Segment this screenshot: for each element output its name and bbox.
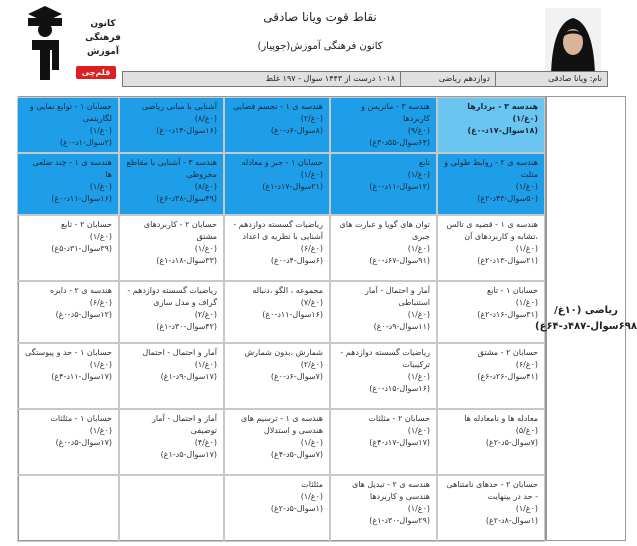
topic-stat: (۰غ/۱) [89,126,112,135]
topic-stat: (۰غ/۱) [407,244,430,253]
topic-name: حسابان ۲ - مثلثات [368,414,430,423]
topic-cell [330,409,437,475]
topic-stat: (۰غ/۱) [89,182,112,191]
topic-stat: (۱۶سوال-۱۵د-۰غ) [369,384,430,393]
student-photo [545,8,601,80]
topic-name: ریاضیات گسسته دوازدهم - آشنایی با نظریه ی اعداد [233,220,323,241]
topic-stat: (۱۶سوال-۱۴د-۰غ) [156,126,217,135]
topic-stat: (۶۴سوال-۵۵د-۳غ) [369,138,430,147]
topic-stat: (۱۶سوال-۱۱د-۰غ) [262,310,323,319]
subject-summary: ریاضی (۱۰غ/۶۹۸سوال-۴۸۷د-۶۴غ) [546,96,626,541]
topic-cell [224,343,330,409]
topic-stat: (۰غ/۹) [407,126,430,135]
topic-stat: (۶سوال-۴د-۰غ) [270,256,323,265]
topic-stat: (۲۱سوال-۱۷د-۱غ) [262,182,323,191]
topic-stat: (۱۷سوال-۱۷د-۴غ) [369,438,430,447]
topic-name: آشنایی با مبانی ریاضی [142,102,217,111]
logo-word-3: آموزش [87,47,119,57]
topic-stat: (۷سوال-۵د-۲غ) [485,438,538,447]
topic-cell [119,409,224,475]
topic-stat: (۱سوال-۵د-۲غ) [270,504,323,513]
topic-stat: (۰غ/۱) [407,504,430,513]
topic-stat: (۰غ/۱) [515,504,538,513]
topic-stat: (۱۱سوال-۹د-۰غ) [373,322,430,331]
topic-cell [224,409,330,475]
topic-stat: (۱۶سوال-۱۱د-۰غ) [51,194,112,203]
topic-stat: (۷سوال-۶د-۰غ) [270,372,323,381]
topic-name: حسابان ۲ - کاربردهای مشتق [143,220,217,241]
topic-stat: (۰غ/۲) [300,114,323,123]
topic-cell [119,215,224,281]
topic-cell [437,409,545,475]
topic-name: معادله ها و نامعادله ها [464,414,538,423]
topic-cell [330,97,437,153]
topic-cell [119,281,224,343]
topic-stat: (۰غ/۱) [89,232,112,241]
topic-stat: (۰غ/۲) [300,360,323,369]
topic-name: تابع [418,158,430,167]
topic-name: آمار و احتمال - احتمال [142,348,217,357]
topic-name: مجموعه ، الگو ،دنباله [252,286,323,295]
topic-name: هندسه ی ۱ - ترسیم های هندسی و استدلال [241,414,323,435]
logo-word-1: کانون [90,19,116,29]
topic-cell [437,343,545,409]
topic-cell [437,215,545,281]
topic-name: هندسه ۳ - ماتریس و کاربردها [361,102,430,123]
topic-cell [437,153,545,215]
topic-stat: (۰غ/۱) [194,360,217,369]
logo-word-2: فرهنگی [85,33,121,43]
topic-cell [224,281,330,343]
topic-stat: (۲۱سوال-۱۳د-۲غ) [477,256,538,265]
topic-cell [437,281,545,343]
topic-stat: (۰غ/۱) [300,492,323,501]
topic-stat: (۴۹سوال-۳۸د-۶غ) [156,194,217,203]
topic-stat: (۷سوال-۵د-۴غ) [270,450,323,459]
report-header [0,0,633,96]
topic-stat: (۰غ/۸) [194,114,217,123]
topic-stat: (۰غ/۶) [300,244,323,253]
topic-cell [437,97,545,153]
topic-stat: (۰غ/۶) [515,360,538,369]
topic-stat: (۰غ/۱) [89,426,112,435]
topic-stat: (۴۲سوال-۳۰د-۱غ) [156,322,217,331]
topic-name: آمار و احتمال - آمار استنباطی [365,286,430,307]
topic-stat: (۰غ/۱) [407,372,430,381]
topic-name: حسابان ۲ - حدهای نامتناهی - حد در بینهایت [446,480,538,501]
strengths-grid [18,96,546,541]
topic-stat: (۳۳سوال-۱۸د-۱غ) [156,256,217,265]
topic-stat: (۰غ/۱) [89,360,112,369]
topic-name: ریاضیات گسسته دوازدهم - ترکیبیات [340,348,430,369]
topic-stat: (۱۷سوال-۵د-۱غ) [160,450,217,459]
topic-name: حسابان ۱ - جبر و معادله [241,158,323,167]
topic-cell [17,281,119,343]
topic-cell [224,215,330,281]
topic-stat: (۰غ/۵) [515,426,538,435]
topic-name: هندسه ۳ - آشنایی با مقاطع مخروطی [126,158,217,179]
topic-cell [17,215,119,281]
topic-stat: (۵۰سوال-۴۳د-۲غ) [477,194,538,203]
topic-stat: (۰غ/۸) [194,182,217,191]
course-summary: ۱۰۱۸ درست از ۱۴۴۳ سوال - ۱۹۷ غلط [265,74,395,83]
topic-stat: (۹۱سوال-۶۷د-۰غ) [369,256,430,265]
topic-name: توان های گویا و عبارت های جبری [339,220,430,241]
topic-cell [17,409,119,475]
topic-stat: (۱سوال-۸د-۲غ) [485,516,538,525]
topic-name: حسابان ۱ - حد و پیوستگی [25,348,112,357]
institution-name: کانون فرهنگی آموزش(جوپیار) [257,41,383,52]
topic-cell [330,153,437,215]
student-info-bar [122,71,608,87]
topic-stat: (۰غ/۲) [194,310,217,319]
report-title: نقاط قوت ویانا صادقی [263,10,377,24]
topic-cell [330,281,437,343]
topic-name: حسابان ۱ - تابع [486,286,538,295]
topic-cell [17,153,119,215]
topic-stat: (۴۱سوال-۲۶د-۶غ) [477,372,538,381]
topic-name: هندسه ی ۲ - دایره [49,286,112,295]
topic-stat: (۰غ/۱) [194,244,217,253]
topic-cell [330,343,437,409]
student-portrait-icon [545,8,601,80]
topic-stat: (۰غ/۴) [194,438,217,447]
topic-stat: (۱۲سوال-۵د-۰غ) [55,310,112,319]
topic-name: هندسه ی ۱ - قضیه ی تالس ،تشابه و کاربردهای آن [446,220,538,241]
topic-name: هندسه ی ۲ - روابط طولی و مثلث [444,158,538,179]
topic-name: شمارش ،بدون شمارش [244,348,323,357]
topic-cell [330,215,437,281]
topic-cell [17,475,119,542]
topic-stat: (۰غ/۱) [300,438,323,447]
topic-stat: (۳۹سوال-۳۱د-۵غ) [51,244,112,253]
topic-stat: (۰غ/۷) [300,298,323,307]
topic-cell [17,343,119,409]
topic-name: حسابان ۲ - تابع [60,220,112,229]
topic-stat: (۰غ/۱) [515,182,538,191]
topic-cell [119,343,224,409]
topic-cell [119,153,224,215]
student-name: نام: ویانا صادقی [495,72,607,86]
topic-stat: (۰غ/۱) [515,244,538,253]
topic-cell [119,97,224,153]
topic-cell [119,475,224,542]
topic-name: هندسه ی ۲ - تبدیل های هندسی و کاربردها [351,480,430,501]
topic-stat: (۱۸سوال-۱۷د-۰غ) [467,126,538,135]
topic-name: هندسه ی ۱ - چند ضلعی ها [32,158,112,179]
topic-name: حسابان ۱ - مثلثات [50,414,112,423]
topic-cell [224,97,330,153]
topic-cell [330,475,437,542]
topic-name: ریاضیات گسسته دوازدهم - گراف و مدل سازی [127,286,217,307]
topic-stat: (۰غ/۱) [515,298,538,307]
topic-stat: (۰غ/۱) [512,114,538,123]
topic-stat: (۱۲سوال-۱۱د-۰غ) [369,182,430,191]
topic-name: مثلثات [301,480,323,489]
topic-name: حسابان ۱ - توابع نمایی و لگاریتمی [29,102,112,123]
topic-stat: (۰غ/۱) [407,426,430,435]
topic-name: حسابان ۲ - مشتق [477,348,538,357]
topic-stat: (۱۷سوال-۹د-۱غ) [160,372,217,381]
logo-badge: قلم‌چی [76,66,116,79]
topic-stat: (۱۷سوال-۵د-۰غ) [55,438,112,447]
topic-stat: (۰غ/۶) [89,298,112,307]
topic-name: آمار و احتمال - آمار توصیفی [152,414,217,435]
topic-stat: (۰غ/۱) [300,170,323,179]
topic-stat: (۲سوال-۱د-۰غ) [59,138,112,147]
topic-name: هندسه ی ۱ - تجسم فضایی [233,102,323,111]
student-grade: دوازدهم ریاضی [400,72,495,86]
topic-stat: (۱۷سوال-۱۱د-۴غ) [51,372,112,381]
topic-cell [437,475,545,542]
logo [18,4,121,84]
topic-stat: (۸سوال-۶د-۰غ) [270,126,323,135]
topic-cell [224,475,330,542]
topic-stat: (۰غ/۱) [407,310,430,319]
topic-stat: (۰غ/۱) [407,170,430,179]
topic-cell [224,153,330,215]
topic-stat: (۳۱سوال-۱۶د-۲غ) [477,310,538,319]
topic-name: هندسه ۳ - بردارها [467,102,538,111]
topic-cell [17,97,119,153]
topic-stat: (۲۹سوال-۳۰د-۱غ) [369,516,430,525]
